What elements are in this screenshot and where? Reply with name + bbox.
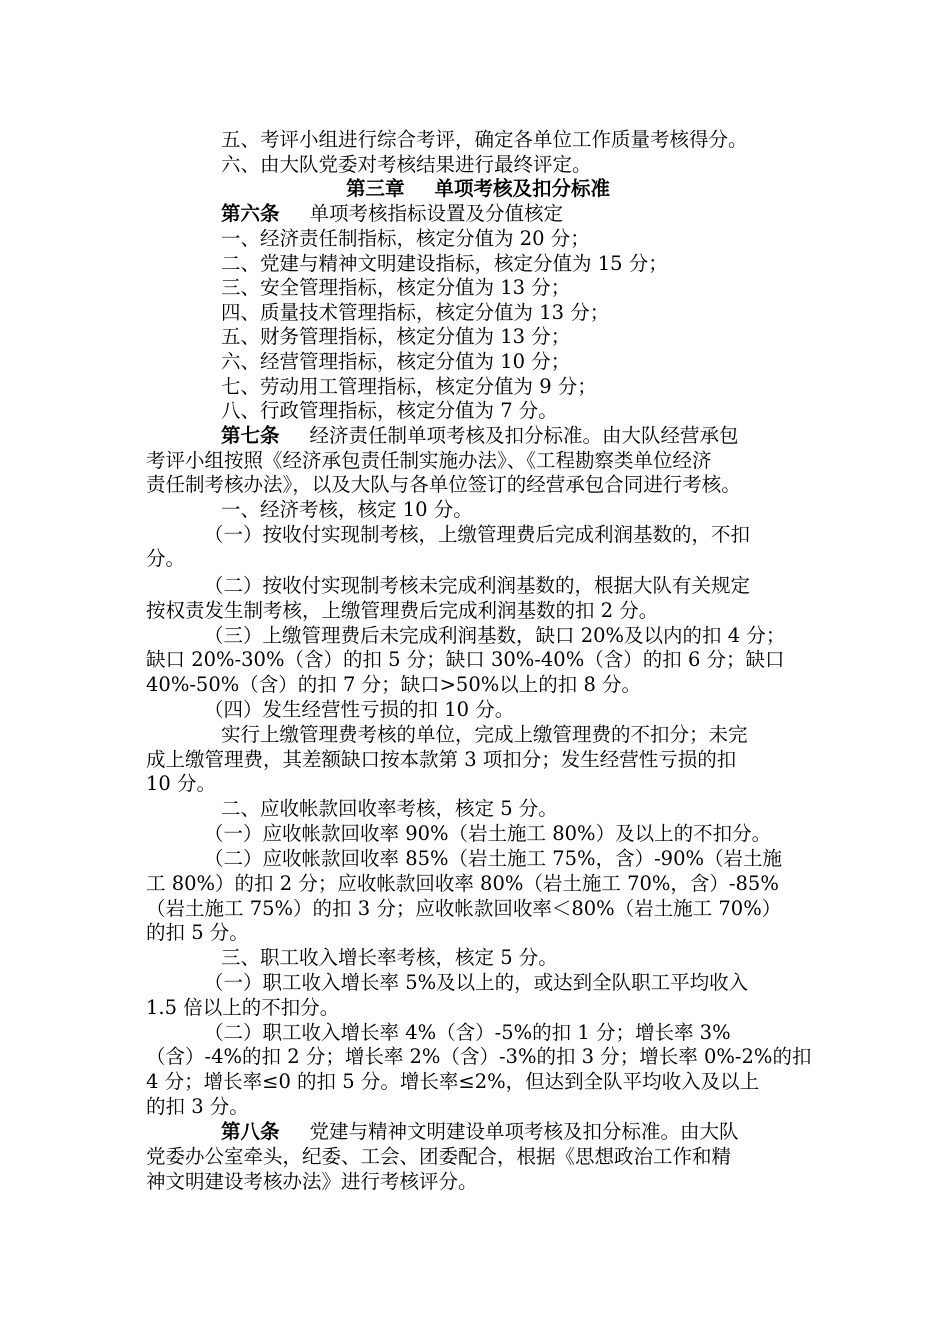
text-line: （二）应收帐款回收率 85%（岩土施工 75%，含）-90%（岩土施 <box>204 847 783 870</box>
chapter-title: 单项考核及扣分标准 <box>434 177 611 200</box>
text-line: 10 分。 <box>146 772 217 795</box>
article-text: 经济责任制单项考核及扣分标准。由大队经营承包 <box>309 424 739 447</box>
text-line: 的扣 5 分。 <box>146 921 249 944</box>
text-line: 责任制考核办法》，以及大队与各单位签订的经营承包合同进行考核。 <box>146 473 741 496</box>
text-line: 缺口 20%-30%（含）的扣 5 分；缺口 30%-40%（含）的扣 6 分；缺口 <box>146 648 785 671</box>
text-line: 按权责发生制考核，上缴管理费后完成利润基数的扣 2 分。 <box>146 599 659 622</box>
text-line: （二）按收付实现制考核未完成利润基数的，根据大队有关规定 <box>204 574 751 597</box>
text-line: 六、经营管理指标，核定分值为 10 分； <box>221 350 571 373</box>
text-line: 三、安全管理指标，核定分值为 13 分； <box>221 276 571 299</box>
article-7-line <box>221 424 885 448</box>
text-line: 七、劳动用工管理指标，核定分值为 9 分； <box>221 375 597 398</box>
text-line: 实行上缴管理费考核的单位，完成上缴管理费的不扣分；未完 <box>221 723 748 746</box>
text-line: 三、职工收入增长率考核，核定 5 分。 <box>221 946 558 969</box>
text-line: （四）发生经营性亏损的扣 10 分。 <box>204 698 515 721</box>
article-label: 第七条 <box>221 424 280 447</box>
text-line: 一、经济考核，核定 10 分。 <box>221 498 473 521</box>
text-line: 五、考评小组进行综合考评，确定各单位工作质量考核得分。 <box>221 128 748 151</box>
text-line: 五、财务管理指标，核定分值为 13 分； <box>221 325 571 348</box>
text-line: 考评小组按照《经济承包责任制实施办法》、《工程勘察类单位经济 <box>146 449 712 472</box>
text-line: 神文明建设考核办法》进行考核评分。 <box>146 1170 478 1193</box>
text-line: 分。 <box>146 547 186 570</box>
text-line: 工 80%）的扣 2 分；应收帐款回收率 80%（岩土施工 70%，含）-85% <box>146 872 779 895</box>
text-line: 四、质量技术管理指标，核定分值为 13 分； <box>221 301 610 324</box>
article-6-line <box>221 202 885 226</box>
text-line: 六、由大队党委对考核结果进行最终评定。 <box>221 153 592 176</box>
text-line: 1.5 倍以上的不扣分。 <box>146 996 340 1019</box>
chapter-heading <box>146 177 810 201</box>
text-line: （岩土施工 75%）的扣 3 分；应收帐款回收率＜80%（岩土施工 70%） <box>146 897 782 920</box>
text-line: 一、经济责任制指标，核定分值为 20 分； <box>221 227 590 250</box>
text-line: 八、行政管理指标，核定分值为 7 分。 <box>221 399 558 422</box>
article-8-line <box>221 1120 885 1144</box>
text-line: 二、党建与精神文明建设指标，核定分值为 15 分； <box>221 252 668 275</box>
text-line: 二、应收帐款回收率考核，核定 5 分。 <box>221 797 558 820</box>
text-line: （三）上缴管理费后未完成利润基数，缺口 20%及以内的扣 4 分； <box>204 624 786 647</box>
text-line: （含）-4%的扣 2 分；增长率 2%（含）-3%的扣 3 分；增长率 0%-2%的扣 <box>146 1045 812 1068</box>
text-line: （一）按收付实现制考核，上缴管理费后完成利润基数的，不扣 <box>204 523 751 546</box>
article-text: 党建与精神文明建设单项考核及扣分标准。由大队 <box>309 1120 739 1143</box>
text-line: 4 分；增长率≤0 的扣 5 分。增长率≤2%，但达到全队平均收入及以上 <box>146 1070 760 1093</box>
text-line: （一）职工收入增长率 5%及以上的，或达到全队职工平均收入 <box>204 971 749 994</box>
text-line: （一）应收帐款回收率 90%（岩土施工 80%）及以上的不扣分。 <box>204 822 772 845</box>
article-label: 第八条 <box>221 1120 280 1143</box>
text-line: 40%-50%（含）的扣 7 分；缺口>50%以上的扣 8 分。 <box>146 673 642 696</box>
chapter-number: 第三章 <box>345 177 405 200</box>
text-line: 党委办公室牵头，纪委、工会、团委配合，根据《思想政治工作和精 <box>146 1145 732 1168</box>
article-label: 第六条 <box>221 202 280 225</box>
text-line: 的扣 3 分。 <box>146 1095 249 1118</box>
text-line: （二）职工收入增长率 4%（含）-5%的扣 1 分；增长率 3% <box>204 1021 731 1044</box>
text-line: 成上缴管理费，其差额缺口按本款第 3 项扣分；发生经营性亏损的扣 <box>146 748 737 771</box>
article-text: 单项考核指标设置及分值核定 <box>309 202 564 225</box>
